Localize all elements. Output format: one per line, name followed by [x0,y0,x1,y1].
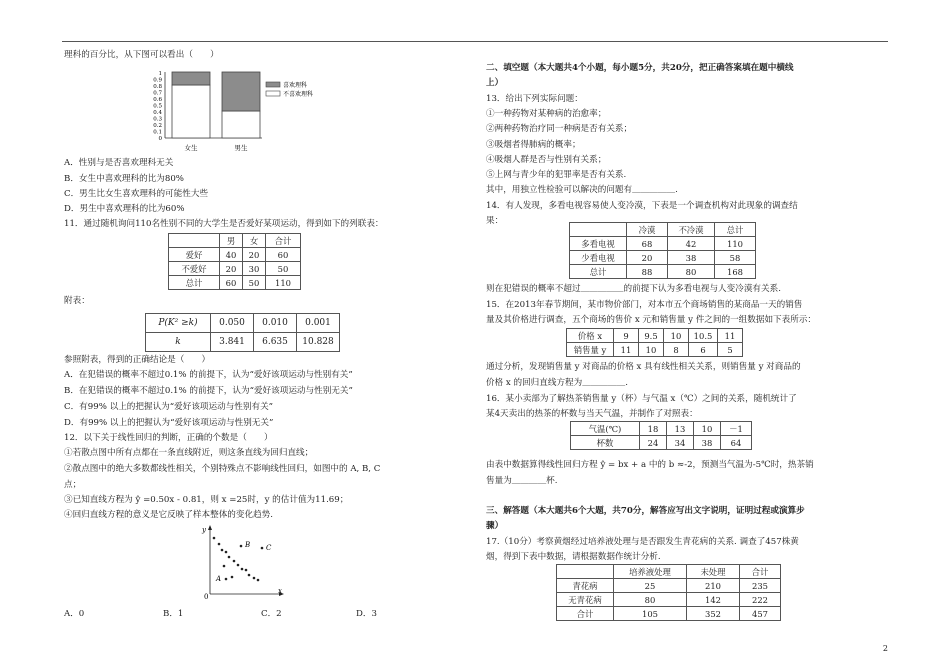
category-label: 男生 [234,144,248,152]
q10-option-b: B．女生中喜欢理科的比为80% [64,174,184,184]
scatter-point [237,564,240,567]
scatter-point [218,543,221,546]
scatter-point [221,549,224,552]
legend-label: 不喜欢理科 [283,91,314,98]
legend-label: 喜欢理科 [283,82,308,89]
q11-option-d: D．有99% 以上的把握认为“爱好该项运动与性别无关” [64,418,274,428]
q12-item-2-cont: 点； [64,480,82,490]
q17-line-1: 17.（10分）考察黄烟经过培养液处理与是否跟发生青花病的关系. 调查了457株黄 [486,537,799,547]
section-2-title-cont: 上） [486,78,504,88]
origin-label: 0 [204,593,209,600]
axis-y-label: y [202,526,206,534]
q13-item-2: ②两种药物治疗同一种病是否有关系； [486,124,633,134]
top-rule [62,41,888,42]
scatter-point-b [240,545,243,548]
ytick: 1 [158,71,162,77]
ytick: 0.7 [153,90,162,97]
bar-female-like [172,72,210,85]
q12-option-c: C．2 [261,609,282,619]
q12-item-2: ②散点图中的绝大多数都线性相关，个别特殊点不影响线性回归，如图中的 A, B, C [64,464,381,474]
ytick: 0.5 [153,103,162,110]
legend-swatch-dislike [266,91,280,96]
q12-stem: 12．以下关于线性回归的判断，正确的个数是（ ） [64,433,273,443]
q13-item-5: ⑤上网与青少年的犯罪率是否有关系. [486,170,627,180]
scatter-point [231,576,234,579]
q15-line-3: 通过分析，发现销售量 y 对商品的价格 x 具有线性相关关系，则销售量 y 对商品的 [486,362,801,372]
q15-table: 价格 x 9 9.5 10 10.5 11 销售量 y 11 10 8 6 5 [566,328,743,357]
q16-line-4: 售量为＿＿＿＿杯. [486,476,558,486]
scatter-point-c [261,547,264,550]
category-label: 女生 [184,144,198,152]
q11-stem: 11．通过随机询问110名性别不同的大学生是否爱好某项运动，得到如下的列联表： [64,219,384,229]
appendix-label: 附表： [64,296,90,306]
q15-line-2: 量及其价格进行调查，五个商场的售价 x 元和销售量 y 件之间的一组数据如下表所示： [486,315,817,325]
section-2-title: 二、填空题（本大题共4个小题，每小题5分，共20分，把正确答案填在题中横线 [486,63,794,73]
point-label-a: A [216,575,222,583]
q12-item-3: ③已知直线方程为 ŷ =0.50x - 0.81，则 x =25时，y 的估计值为11.69； [64,495,349,505]
ytick: 0.2 [153,123,162,129]
q14-stem: 14．有人发现，多看电视容易使人变冷漠，下表是一个调查机构对此现象的调查结 [486,201,798,211]
section-3-title-cont: 骤） [486,521,504,531]
scatter-point [223,565,226,568]
axis-x-label: x [278,587,282,595]
q10-tail: 理科的百分比，从下图可以看出（ ） [64,50,219,60]
q12-option-a: A．0 [64,609,85,619]
scatter-point [213,537,216,540]
q16-table: 气温(℃) 18 13 10 －1 杯数 24 34 38 64 [570,421,752,450]
q16-line-3: 由表中数据算得线性回归方程 ŷ = bx + a 中的 b ≈-2，预测当气温为-5℃时，热茶销 [486,460,814,470]
ytick: 0.4 [153,110,162,116]
ytick: 0.8 [153,84,162,90]
q13-end: 其中，用独立性检验可以解决的问题有＿＿＿＿＿. [486,185,678,195]
scatter-point [248,574,251,577]
q12-option-d: D．3 [356,609,377,619]
scatter-plot [196,522,296,600]
bar-female-dislike [172,85,210,138]
q15-line-1: 15．在2013年春节期间，某市物价部门，对本市五个商场销售的某商品一天的销售 [486,300,803,310]
q12-item-1: ①若散点图中所有点都在一条直线附近，则这条直线为回归直线； [64,448,314,458]
q14-stem-cont: 果： [486,216,504,226]
bar-male-like [222,72,260,111]
q15-line-4: 价格 x 的回归直线方程为＿＿＿＿＿. [486,378,628,388]
point-label-c: C [266,544,272,552]
ytick: 0.6 [153,97,162,103]
q16-line-2: 某4天卖出的热茶的杯数与当天气温，并制作了对照表： [486,409,698,419]
q11-option-a: A．在犯错误的概率不超过0.1% 的前提下，认为“爱好该项运动与性别有关” [64,370,353,380]
q14-table: 冷漠 不冷漠 总计 多看电视 68 42 110 少看电视 20 38 58 总计 88 80 168 [569,222,756,279]
q11-ask: 参照附表，得到的正确结论是（ ） [64,355,211,365]
scatter-point [225,551,228,554]
bar-male-dislike [222,111,260,138]
q10-option-a: A．性别与是否喜欢理科无关 [64,158,174,168]
q13-item-4: ④吸烟人群是否与性别有关系； [486,155,607,165]
q11-table: 男 女 合计 爱好 40 20 60 不爱好 20 30 50 总计 60 50 110 [168,233,301,290]
ytick: 0.1 [153,129,162,136]
q11-option-c: C．有99% 以上的把握认为“爱好该项运动与性别有关” [64,402,274,412]
ytick: 0.9 [153,77,162,84]
scatter-point [245,569,248,572]
legend-swatch-like [266,82,280,87]
q17-line-2: 烟，得到下表中数据，请根据数据作统计分析. [486,552,661,562]
q17-table: 培养液处理 未处理 合计 青花病 25 210 235 无青花病 80 142 222 合计 105 352 457 [556,564,781,621]
ytick: 0.3 [153,116,162,123]
scatter-point [233,560,236,563]
q12-item-4: ④回归直线方程的意义是它反映了样本整体的变化趋势. [64,510,273,520]
scatter-point [241,568,244,571]
section-3-title: 三、解答题（本大题共6个大题，共70分，解答应写出文字说明，证明过程或演算步 [486,506,805,516]
q13-item-3: ③吸烟者得肺病的概率； [486,140,581,150]
q11-option-b: B．在犯错误的概率不超过0.1% 的前提下，认为“爱好该项运动与性别无关” [64,386,353,396]
q13-stem: 13．给出下列实际问题： [486,94,583,104]
scatter-point-a [225,578,228,581]
ytick: 0 [158,136,162,142]
page-number: 2 [882,644,888,653]
point-label-b: B [245,541,251,549]
q14-end: 则在犯错误的概率不超过＿＿＿＿＿的前提下认为多看电视与人变冷漠有关系. [486,284,781,294]
scatter-point [253,577,256,580]
scatter-point [257,579,260,582]
bar-chart [150,66,350,156]
q13-item-1: ①一种药物对某种病的治愈率； [486,109,607,119]
q10-option-c: C．男生比女生喜欢理科的可能性大些 [64,189,209,199]
q16-line-1: 16．某小卖部为了解热茶销售量 y（杯）与气温 x（℃）之间的关系，随机统计了 [486,394,797,404]
scatter-point [228,556,231,559]
q10-option-d: D．男生中喜欢理科的比为60% [64,204,185,214]
q12-option-b: B．1 [163,609,184,619]
appendix-table: P(K² ≥k) 0.050 0.010 0.001 k 3.841 6.635 10.828 [145,313,340,352]
